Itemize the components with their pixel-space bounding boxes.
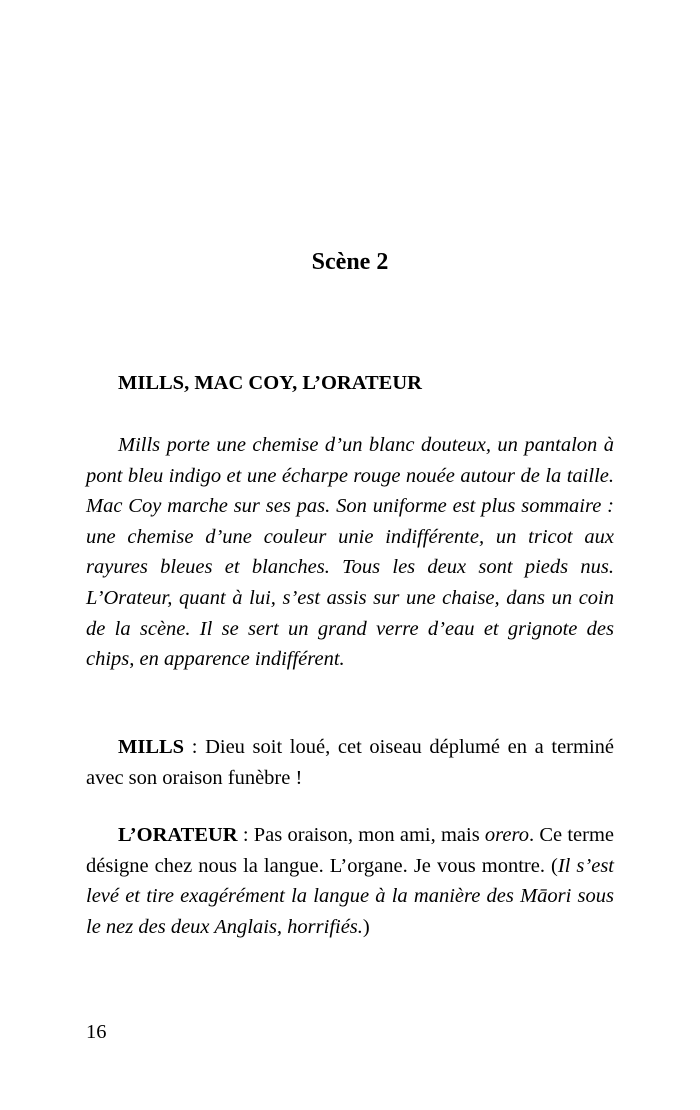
speaker-separator: : bbox=[184, 736, 206, 758]
speaker-name-orateur: L’ORATEUR bbox=[118, 824, 238, 846]
stage-direction: Mills porte une chemise d’un blanc douteux, un pantalon à pont bleu indigo et une écharpe rouge nouée autour de la taille. Mac Coy marche sur ses pas. Son uniforme est plus sommaire : une chemise d’une couleur unie indifférente, un tricot aux rayures bleues et blanches. Tous les deux sont pieds nus. L’Orateur, quant à lui, s’est assis sur une chaise, dans un coin de la scène. Il se sert un grand verre d’eau et grignote des chips, en apparence indifférent. bbox=[86, 434, 614, 671]
speaker-name-mills: MILLS bbox=[118, 736, 185, 758]
speaker-separator: : bbox=[237, 824, 254, 846]
dialogue-text: Dieu soit loué, cet oiseau déplumé en a terminé avec son oraison funèbre ! bbox=[86, 736, 614, 789]
inline-stage-direction: Il s’est levé et tire exagérément la langue à la manière des Māori sous le nez des deux Anglais, horrifiés. bbox=[86, 854, 614, 938]
scene-title: Scène 2 bbox=[311, 249, 389, 275]
closing-parenthesis: ) bbox=[362, 915, 370, 938]
dialogue-orateur bbox=[86, 820, 614, 942]
emphasis-word: orero bbox=[484, 824, 529, 846]
dialogue-text: Pas oraison, mon ami, mais bbox=[253, 824, 485, 846]
dialogue-mills bbox=[86, 732, 614, 793]
dialogue-text-continued: . Ce terme désigne chez nous la langue. L’organe. Je vous montre. ( bbox=[86, 824, 614, 877]
character-list: MILLS, MAC COY, L’ORATEUR bbox=[118, 372, 422, 394]
book-page bbox=[86, 0, 614, 1110]
page-number: 16 bbox=[86, 1021, 107, 1043]
